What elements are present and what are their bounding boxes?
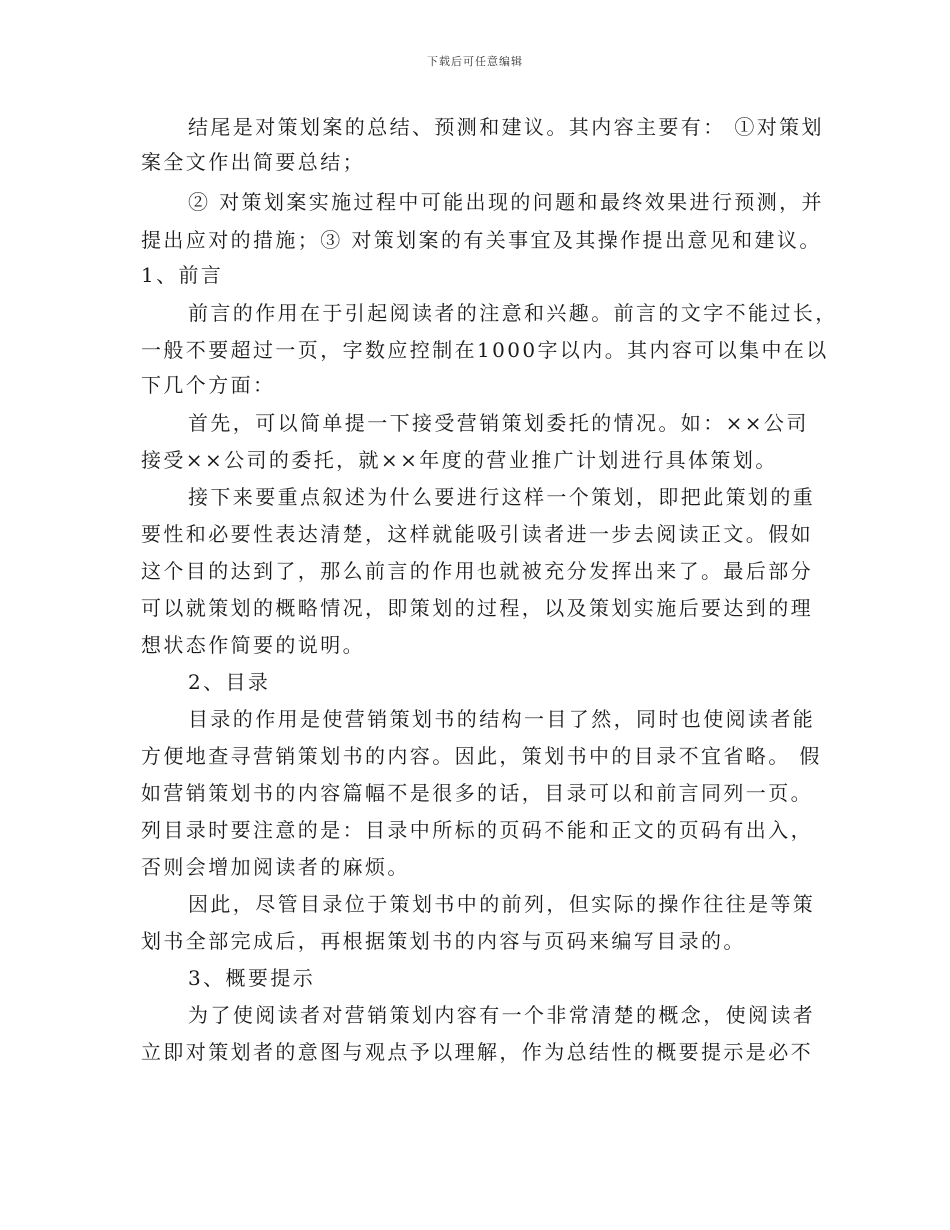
paragraph-line: 划书全部完成后，再根据策划书的内容与页码来编写目录的。 — [141, 929, 746, 953]
paragraph-line: ② 对策划案实施过程中可能出现的问题和最终效果进行预测，并 — [188, 190, 824, 214]
paragraph-line: 前言的作用在于引起阅读者的注意和兴趣。前言的文字不能过长， — [188, 301, 838, 325]
paragraph-line: 首先，可以简单提一下接受营销策划委托的情况。如：××公司 — [188, 411, 809, 435]
paragraph-line: 接下来要重点叙述为什么要进行这样一个策划，即把此策划的重 — [188, 485, 816, 509]
paragraph-line: 为了使阅读者对营销策划内容有一个非常清楚的概念，使阅读者 — [188, 1003, 816, 1027]
paragraph-line: 列目录时要注意的是：目录中所标的页码不能和正文的页码有出入， — [141, 818, 813, 842]
paragraph-line: 因此，尽管目录位于策划书中的前列，但实际的操作往往是等策 — [188, 892, 816, 916]
section-heading: 2、目录 — [188, 670, 271, 694]
paragraph-line: 下几个方面： — [141, 373, 276, 397]
paragraph-line: 方便地查寻营销策划书的内容。因此，策划书中的目录不宜省略。 假 — [141, 744, 822, 768]
paragraph-line: 如营销策划书的内容篇幅不是很多的话，目录可以和前言同列一页。 — [141, 781, 813, 805]
paragraph-line: 提出应对的措施；③ 对策划案的有关事宜及其操作提出意见和建议。 — [141, 228, 822, 252]
paragraph-line: 一般不要超过一页，字数应控制在1000字以内。其内容可以集中在以 — [141, 338, 829, 362]
paragraph-line: 接受××公司的委托，就××年度的营业推广计划进行具体策划。 — [141, 448, 778, 472]
paragraph-line: 案全文作出简要总结； — [141, 150, 365, 174]
paragraph-line: 目录的作用是使营销策划书的结构一目了然，同时也使阅读者能 — [188, 707, 816, 731]
paragraph-line: 要性和必要性表达清楚，这样就能吸引读者进一步去阅读正文。假如 — [141, 522, 813, 546]
paragraph-line: 可以就策划的概略情况，即策划的过程，以及策划实施后要达到的理 — [141, 596, 813, 620]
section-heading: 1、前言 — [141, 263, 224, 287]
paragraph-line: 否则会增加阅读者的麻烦。 — [141, 855, 410, 879]
paragraph-line: 想状态作简要的说明。 — [141, 633, 365, 657]
paragraph-line: 结尾是对策划案的总结、预测和建议。其内容主要有： ①对策划 — [188, 115, 824, 139]
page-header: 下载后可任意编辑 — [427, 55, 523, 68]
paragraph-line: 这个目的达到了，那么前言的作用也就被充分发挥出来了。最后部分 — [141, 559, 813, 583]
paragraph-line: 立即对策划者的意图与观点予以理解，作为总结性的概要提示是必不 — [141, 1040, 813, 1064]
section-heading: 3、概要提示 — [188, 966, 316, 990]
